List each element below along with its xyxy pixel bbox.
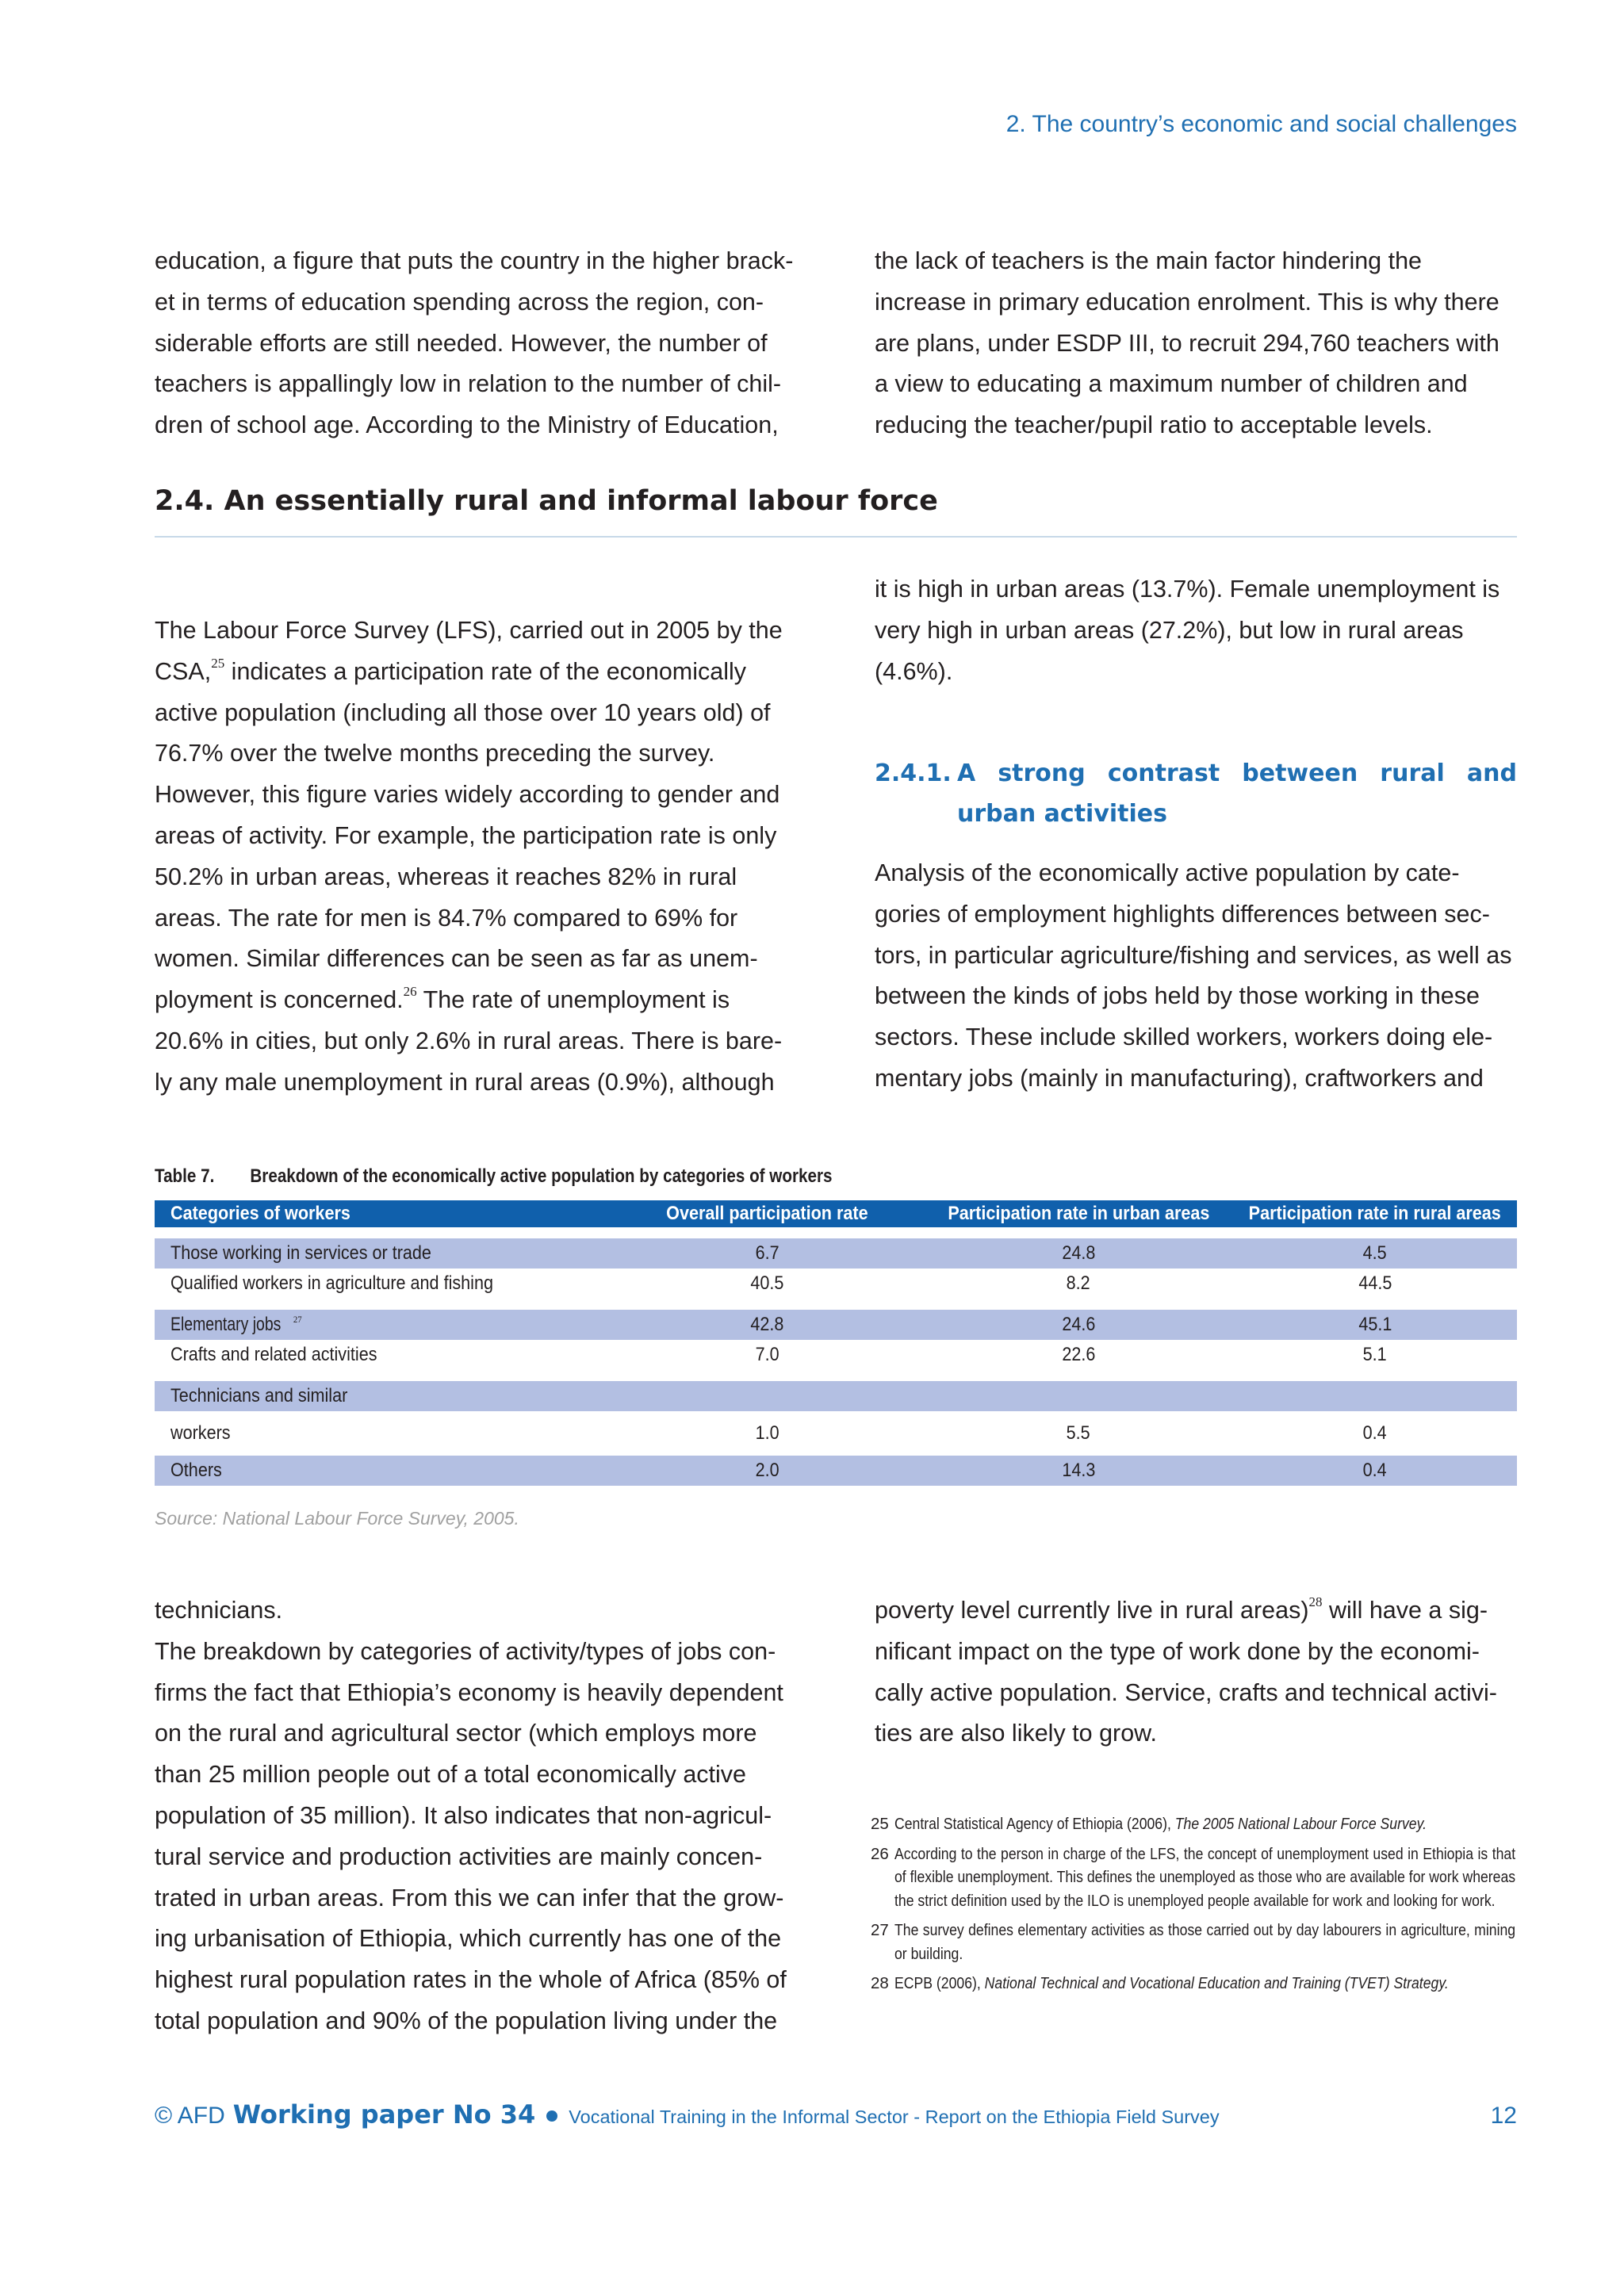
middle-left-column	[155, 610, 797, 1104]
data-table	[155, 1200, 1517, 1486]
paragraph-line: The breakdown by categories of activity/types of jobs con-	[155, 1637, 776, 1665]
footnote-number: 28	[871, 1974, 889, 1992]
bullet-icon	[546, 2110, 557, 2122]
paragraph-line: 20.6% in cities, but only 2.6% in rural areas. There is bare-	[155, 1027, 783, 1054]
paragraph-line: women. Similar differences can be seen as far as unem-	[155, 945, 758, 973]
section-heading: 2.4. An essentially rural and informal labour force	[155, 485, 938, 517]
paragraph-line: 76.7% over the twelve months preceding the survey.	[155, 740, 715, 767]
page-footer	[155, 2099, 1517, 2131]
paragraph-line: education, a figure that puts the country in the higher brack-	[155, 247, 794, 274]
table-cell: workers	[170, 1422, 231, 1444]
subsection-word: A	[957, 760, 976, 787]
paragraph-line: ly any male unemployment in rural areas (0.9%), although	[155, 1068, 775, 1096]
top-right-column	[875, 241, 1517, 446]
paragraph-line: mentary jobs (mainly in manufacturing), craftworkers and	[875, 1064, 1484, 1092]
subsection-word: and	[1466, 760, 1517, 787]
section-divider	[155, 536, 1517, 538]
footnote-text: ECPB (2006),	[894, 1974, 985, 1992]
paragraph-line: sectors. These include skilled workers, workers doing ele-	[875, 1024, 1493, 1051]
paragraph-line: highest rural population rates in the whole of Africa (85% of	[155, 1966, 787, 1994]
paragraph-line: et in terms of education spending across the region, con-	[155, 288, 764, 316]
footnote-title: The 2005 National Labour Force Survey.	[1174, 1815, 1427, 1833]
table-cell	[170, 1314, 302, 1336]
table-source: Source: National Labour Force Survey, 2005.	[155, 1508, 519, 1529]
table-row	[155, 1340, 1517, 1370]
running-head: 2. The country’s economic and social challenges	[1005, 111, 1517, 137]
footnote-number: 25	[871, 1815, 889, 1833]
paragraph-line: 50.2% in urban areas, whereas it reaches 82% in rural	[155, 863, 737, 890]
table-cell: Crafts and related activities	[170, 1344, 377, 1365]
footnote-title: National Technical and Vocational Education and Training (TVET) Strategy.	[984, 1974, 1449, 1992]
table-cell: 42.8	[750, 1314, 784, 1335]
subsection-word: strong	[998, 760, 1086, 787]
table-cell: 44.5	[1358, 1272, 1392, 1294]
footnote-27	[871, 1919, 1517, 1965]
paragraph-line: firms the fact that Ethiopia’s economy is heavily dependent	[155, 1678, 783, 1706]
table-cell: Qualified workers in agriculture and fishing	[170, 1272, 494, 1294]
subsection-number: 2.4.1.	[875, 760, 952, 787]
footnote-number: 27	[871, 1921, 889, 1939]
paragraph-line: trated in urban areas. From this we can infer that the grow-	[155, 1884, 784, 1911]
table-caption	[155, 1165, 832, 1188]
table-cell: 7.0	[755, 1344, 779, 1365]
table-cell: 22.6	[1061, 1344, 1096, 1365]
paragraph-line: nificant impact on the type of work done by the economi-	[875, 1637, 1480, 1665]
table-row	[155, 1310, 1517, 1340]
text-fragment: poverty level currently live in rural areas)	[875, 1597, 1309, 1624]
middle-right-column	[875, 569, 1517, 692]
table-row	[155, 1456, 1517, 1486]
top-left-column	[155, 241, 797, 446]
paragraph-line: a view to educating a maximum number of children and	[875, 370, 1468, 398]
paragraph-line: cally active population. Service, crafts and technical activi-	[875, 1678, 1497, 1706]
paragraph-line: between the kinds of jobs held by those working in these	[875, 982, 1480, 1010]
page-number: 12	[1490, 2103, 1517, 2129]
table-cell: Technicians and similar	[170, 1385, 348, 1406]
text-fragment: indicates a participation rate of the economically	[224, 657, 746, 685]
table-cell: 6.7	[755, 1242, 779, 1264]
footnote-text: Central Statistical Agency of Ethiopia (2006),	[894, 1815, 1175, 1833]
table-cell: 14.3	[1061, 1460, 1096, 1481]
table-row	[155, 1269, 1517, 1299]
table-cell: 0.4	[1362, 1460, 1388, 1481]
column-header: Overall participation rate	[666, 1203, 868, 1224]
copyright: © AFD	[155, 2103, 225, 2129]
footnote-25	[871, 1812, 1517, 1836]
column-header: Participation rate in urban areas	[947, 1203, 1210, 1224]
footnote-ref-26[interactable]: 26	[403, 984, 417, 1000]
paragraph-line: areas. The rate for men is 84.7% compared to 69% for	[155, 904, 738, 932]
middle-right-column-lower	[875, 853, 1517, 1100]
report-title: Vocational Training in the Informal Sector - Report on the Ethiopia Field Survey	[569, 2107, 1220, 2127]
footnote-26	[871, 1843, 1517, 1913]
paragraph-line	[155, 980, 797, 1021]
paragraph-line: active population (including all those over 10 years old) of	[155, 698, 771, 726]
table-header-row	[155, 1200, 1517, 1227]
paragraph-line: ing urbanisation of Ethiopia, which currently has one of the	[155, 1925, 782, 1953]
table-row	[155, 1381, 1517, 1411]
footnote-ref-27[interactable]: 27	[293, 1314, 302, 1325]
bottom-left-column	[155, 1590, 797, 2042]
table-cell-text: Elementary jobs	[170, 1314, 282, 1335]
table-title: Breakdown of the economically active population by categories of workers	[250, 1165, 833, 1187]
subsection-word: contrast	[1107, 760, 1220, 787]
paragraph-line: However, this figure varies widely according to gender and	[155, 781, 780, 809]
table-cell: Those working in services or trade	[170, 1242, 431, 1264]
paragraph-line: (4.6%).	[875, 657, 953, 685]
paragraph-line: teachers is appallingly low in relation to the number of chil-	[155, 370, 782, 398]
paragraph-line: on the rural and agricultural sector (which employs more	[155, 1720, 757, 1747]
subsection-word: between	[1242, 760, 1358, 787]
paragraph-line: than 25 million people out of a total economically active	[155, 1761, 746, 1789]
table-row	[155, 1411, 1517, 1456]
text-fragment: will have a sig-	[1322, 1597, 1488, 1624]
table-cell: 40.5	[750, 1272, 784, 1294]
paragraph-line	[155, 652, 797, 693]
subsection-word: rural	[1380, 760, 1445, 787]
paragraph-line: reducing the teacher/pupil ratio to acceptable levels.	[875, 411, 1433, 439]
paragraph-line: the lack of teachers is the main factor hindering the	[875, 247, 1423, 274]
paragraph-line: technicians.	[155, 1597, 283, 1624]
paragraph-line: ties are also likely to grow.	[875, 1720, 1157, 1747]
subsection-heading-line	[875, 753, 1517, 794]
footnote-ref-25[interactable]: 25	[211, 655, 225, 671]
text-fragment: The rate of unemployment is	[416, 986, 730, 1014]
text-fragment: CSA,	[155, 657, 212, 685]
paragraph-line: total population and 90% of the population living under the	[155, 2007, 778, 2034]
paragraph-line: population of 35 million). It also indicates that non-agricul-	[155, 1801, 772, 1829]
column-header: Categories of workers	[170, 1203, 350, 1224]
paragraph-line: very high in urban areas (27.2%), but low in rural areas	[875, 616, 1464, 644]
subsection-title-words	[957, 753, 1517, 794]
table-row	[155, 1238, 1517, 1269]
table-cell: 5.5	[1066, 1422, 1091, 1444]
paragraph-line: gories of employment highlights differences between sec-	[875, 900, 1490, 928]
footnote-ref-28[interactable]: 28	[1308, 1594, 1323, 1609]
footnote-number: 26	[871, 1844, 889, 1863]
footnote-28	[871, 1972, 1517, 1996]
table-cell: 24.6	[1061, 1314, 1096, 1335]
column-header: Participation rate in rural areas	[1248, 1203, 1502, 1224]
text-fragment: ployment is concerned.	[155, 986, 404, 1014]
paragraph-line	[875, 1590, 1517, 1632]
paragraph-line: increase in primary education enrolment. This is why there	[875, 288, 1500, 316]
subsection-heading	[875, 753, 1517, 834]
table-cell: 45.1	[1358, 1314, 1392, 1335]
subsection-heading-line: urban activities	[957, 800, 1167, 828]
paragraph-line: The Labour Force Survey (LFS), carried out in 2005 by the	[155, 617, 783, 644]
table-cell: 4.5	[1362, 1242, 1388, 1264]
paragraph-line: siderable efforts are still needed. However, the number of	[155, 329, 768, 357]
bottom-right-column	[875, 1590, 1517, 1755]
footnote-text: The survey defines elementary activities as those carried out by day labourers in agriculture, mining or building.	[894, 1921, 1516, 1963]
paragraph-line: tors, in particular agriculture/fishing and services, as well as	[875, 941, 1512, 969]
series-title: Working paper No 34	[232, 2099, 536, 2130]
table-cell: 0.4	[1362, 1422, 1388, 1444]
footnote-text: According to the person in charge of the LFS, the concept of unemployment used in Ethiopia is that of flexible unemployment. This defines the unemployed as those who are available for work whereas the strict definition used by the ILO is unemployed people available for work and looking for work.	[894, 1844, 1516, 1910]
footnotes	[871, 1812, 1517, 2002]
paragraph-line: Analysis of the economically active population by cate-	[875, 859, 1460, 886]
table-cell: Others	[170, 1460, 222, 1481]
table-cell: 1.0	[755, 1422, 779, 1444]
paragraph-line: it is high in urban areas (13.7%). Female unemployment is	[875, 576, 1500, 603]
table-cell: 2.0	[755, 1460, 779, 1481]
table-label: Table 7.	[155, 1165, 215, 1187]
paragraph-line: are plans, under ESDP III, to recruit 294,760 teachers with	[875, 329, 1500, 357]
paragraph-line: tural service and production activities are mainly concen-	[155, 1843, 763, 1870]
table-cell: 24.8	[1061, 1242, 1096, 1264]
table-cell: 5.1	[1362, 1344, 1388, 1365]
paragraph-line: dren of school age. According to the Ministry of Education,	[155, 411, 779, 439]
table-cell: 8.2	[1066, 1272, 1091, 1294]
paragraph-line: areas of activity. For example, the participation rate is only	[155, 821, 777, 849]
